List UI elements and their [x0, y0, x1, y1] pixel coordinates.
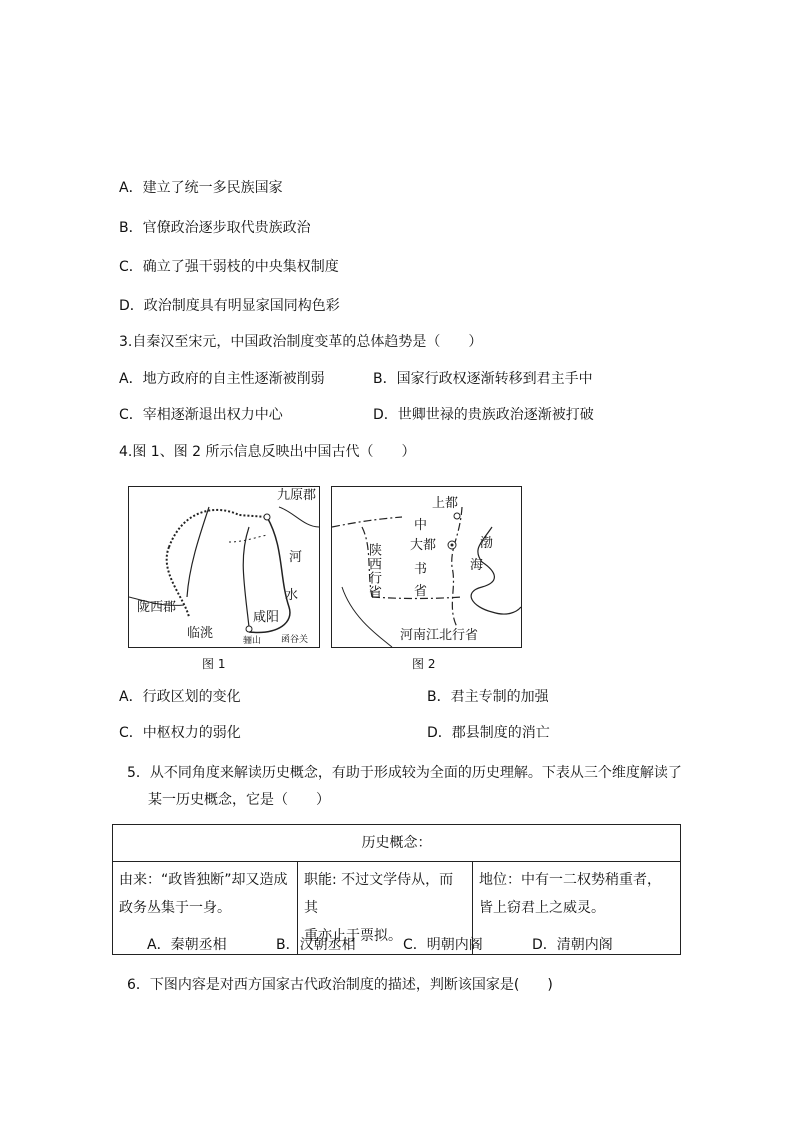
q4-option-d[interactable]: D．郡县制度的消亡	[427, 725, 550, 741]
map1-label-lishan: 骊山	[243, 636, 262, 646]
map1-drawing	[129, 487, 319, 647]
q3-option-a[interactable]: A．地方政府的自主性逐渐被削弱	[119, 371, 325, 387]
map-figure-1	[128, 486, 320, 648]
q5-stem-line-2: 某一历史概念，它是（ ）	[148, 792, 330, 808]
map2-label-zhong: 中	[414, 518, 428, 533]
q5-option-c[interactable]: C．明朝内阁	[403, 937, 483, 953]
map2-label-shu: 书	[414, 562, 428, 577]
map1-label-lintao: 临洮	[187, 626, 214, 641]
q4-option-a[interactable]: A．行政区划的变化	[119, 689, 241, 705]
concept-function-line-1: 职能: 不过文学侍从，而其	[304, 872, 454, 916]
q2-option-c[interactable]: C．确立了强干弱枝的中央集权制度	[119, 259, 339, 275]
q4-option-b[interactable]: B．君主专制的加强	[427, 689, 549, 705]
q5-option-b[interactable]: B．汉朝丞相	[276, 937, 356, 953]
map1-label-he: 河	[289, 550, 303, 565]
concept-status-line-2: 皆上窃君上之威灵。	[479, 900, 605, 916]
map1-label-xianyang: 咸阳	[253, 610, 280, 625]
map2-label-bo: 渤	[480, 536, 494, 551]
map2-caption: 图 2	[412, 657, 436, 671]
q5-option-a[interactable]: A．秦朝丞相	[147, 937, 227, 953]
q3-stem: 3.自秦汉至宋元，中国政治制度变革的总体趋势是（ ）	[119, 334, 483, 350]
q3-option-d[interactable]: D．世卿世禄的贵族政治逐渐被打破	[373, 407, 594, 423]
q4-stem: 4.图 1、图 2 所示信息反映出中国古代（ ）	[119, 444, 416, 460]
q3-option-b[interactable]: B．国家行政权逐渐转移到君主手中	[373, 371, 593, 387]
map-figure-2	[331, 486, 522, 648]
map1-label-shui: 水	[285, 588, 299, 603]
q4-option-c[interactable]: C．中枢权力的弱化	[119, 725, 241, 741]
map2-label-dadu: 大都	[410, 538, 437, 553]
map2-label-shangdu: 上都	[432, 496, 459, 511]
concept-status-line-1: 地位：中有一二权势稍重者，	[479, 872, 661, 888]
map1-caption: 图 1	[202, 657, 226, 671]
map2-label-hai: 海	[470, 558, 484, 573]
map2-label-sheng: 省	[414, 584, 428, 599]
concept-origin-line-1: 由来：“政皆独断”却又造成	[119, 872, 288, 888]
concept-origin-line-2: 政务丛集于一身。	[119, 900, 231, 916]
q2-option-b[interactable]: B．官僚政治逐步取代贵族政治	[119, 220, 311, 236]
q2-option-a[interactable]: A．建立了统一多民族国家	[119, 180, 283, 196]
q6-stem: 6．下图内容是对西方国家古代政治制度的描述，判断该国家是( )	[127, 977, 553, 993]
q3-option-c[interactable]: C．宰相逐渐退出权力中心	[119, 407, 283, 423]
concept-table-header: 历史概念：	[113, 825, 681, 862]
map1-label-jiuyuan: 九原郡	[277, 488, 317, 503]
map2-label-shaanxi: 陕西行省	[366, 543, 381, 599]
map1-label-longxi: 陇西郡	[137, 600, 177, 615]
map1-label-hanguguan: 函谷关	[281, 635, 309, 645]
concept-function-line-2: 重亦止于票拟。	[304, 928, 402, 944]
q2-option-d[interactable]: D．政治制度具有明显家国同构色彩	[119, 298, 340, 314]
q5-stem-line-1: 5．从不同角度来解读历史概念，有助于形成较为全面的历史理解。下表从三个维度解读了	[127, 765, 682, 781]
map2-label-henan: 河南江北行省	[400, 628, 479, 643]
q5-option-d[interactable]: D．清朝内阁	[532, 937, 613, 953]
